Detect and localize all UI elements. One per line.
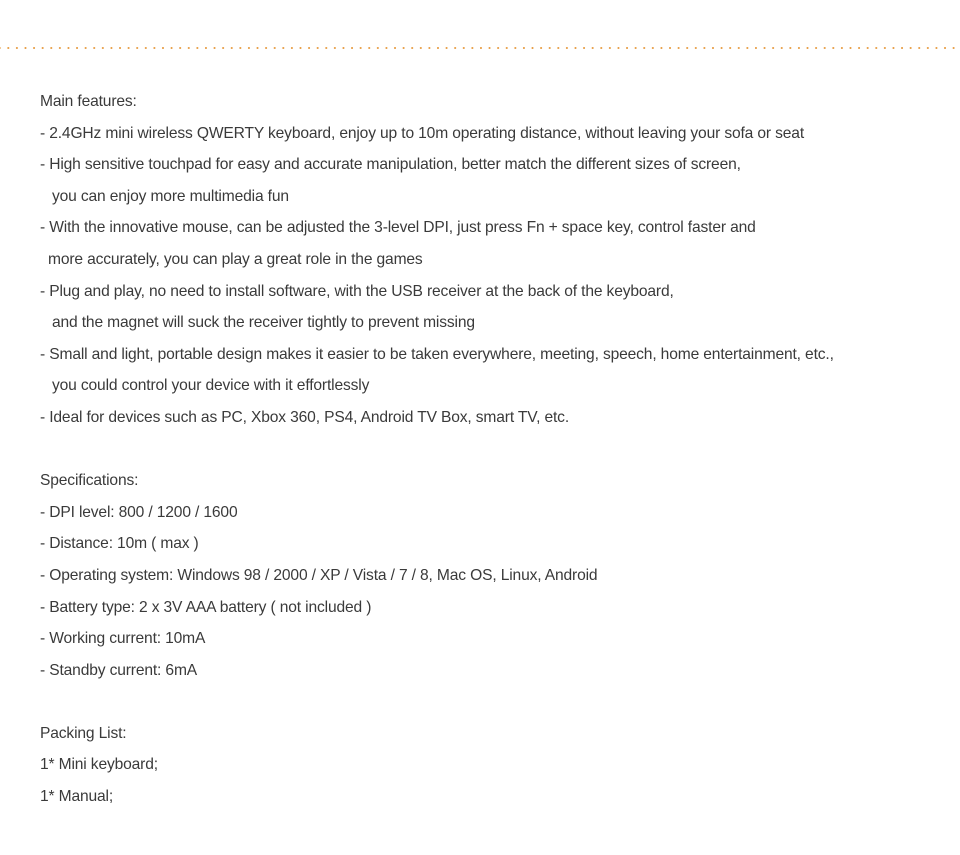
- packing-list-item: 1* Manual;: [40, 788, 114, 806]
- spec-line: - DPI level: 800 / 1200 / 1600: [40, 503, 238, 521]
- packing-list-item: 1* Mini keyboard;: [40, 756, 158, 774]
- feature-line: - 2.4GHz mini wireless QWERTY keyboard, enjoy up to 10m operating distance, without leaving your sofa or seat: [40, 124, 805, 142]
- feature-line-continuation: you could control your device with it effortlessly: [52, 377, 370, 395]
- spec-line: - Standby current: 6mA: [40, 661, 198, 679]
- feature-line: - Small and light, portable design makes it easier to be taken everywhere, meeting, speech, home entertainment, etc.,: [40, 345, 834, 363]
- specifications-heading: Specifications:: [40, 472, 139, 490]
- product-description: [40, 86, 940, 813]
- feature-line: - High sensitive touchpad for easy and accurate manipulation, better match the different sizes of screen,: [40, 156, 741, 174]
- section-spacer: [40, 434, 940, 466]
- spec-line: - Operating system: Windows 98 / 2000 / XP / Vista / 7 / 8, Mac OS, Linux, Android: [40, 566, 598, 584]
- spec-line: - Distance: 10m ( max ): [40, 535, 199, 553]
- spec-line: - Battery type: 2 x 3V AAA battery ( not included ): [40, 598, 372, 616]
- feature-line: - Plug and play, no need to install software, with the USB receiver at the back of the keyboard,: [40, 282, 674, 300]
- spec-line: - Working current: 10mA: [40, 630, 206, 648]
- packing-list-heading: Packing List:: [40, 724, 127, 742]
- specifications-section: [40, 465, 940, 686]
- main-features-section: [40, 86, 940, 434]
- feature-line-continuation: and the magnet will suck the receiver tightly to prevent missing: [52, 314, 475, 332]
- dotted-divider: [0, 47, 960, 49]
- section-spacer: [40, 686, 940, 718]
- main-features-heading: Main features:: [40, 93, 137, 110]
- feature-line-continuation: more accurately, you can play a great role in the games: [48, 250, 423, 268]
- feature-line: - With the innovative mouse, can be adjusted the 3-level DPI, just press Fn + space key, control faster and: [40, 219, 756, 237]
- packing-list-section: [40, 718, 940, 813]
- feature-line: - Ideal for devices such as PC, Xbox 360, PS4, Android TV Box, smart TV, etc.: [40, 408, 570, 426]
- feature-line-continuation: you can enjoy more multimedia fun: [52, 187, 289, 205]
